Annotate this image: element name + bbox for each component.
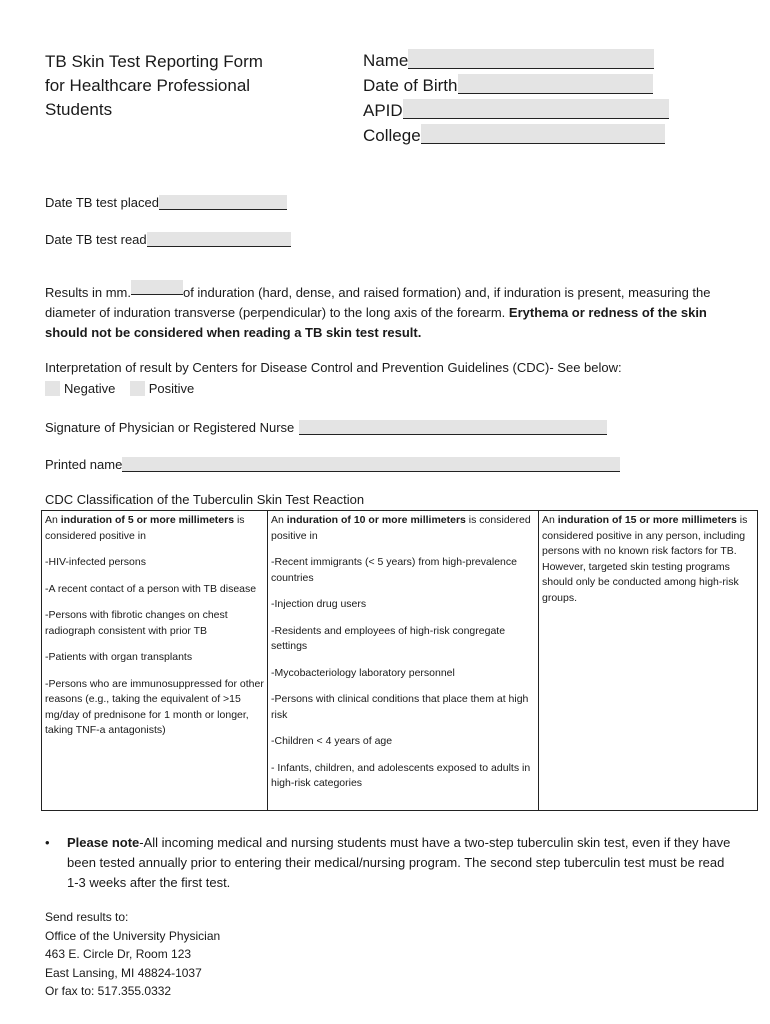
col2-intro-bold: induration of 10 or more millimeters — [286, 514, 466, 526]
interpretation-label: Interpretation of result by Centers for Disease Control and Prevention Guidelines (CDC)- See below: — [45, 360, 622, 375]
name-field[interactable] — [408, 49, 654, 69]
address-line: 463 E. Circle Dr, Room 123 — [45, 947, 192, 961]
address-line: East Lansing, MI 48824-1037 — [45, 965, 202, 980]
list-item: -Patients with organ transplants — [45, 651, 193, 663]
list-item: -Injection drug users — [271, 598, 367, 610]
signature-field[interactable] — [299, 420, 607, 435]
signature-label: Signature of Physician or Registered Nurse — [45, 420, 295, 435]
positive-label: Positive — [148, 381, 195, 396]
signature-row — [45, 420, 607, 435]
interpretation-options — [45, 379, 194, 399]
list-item: -A recent contact of a person with TB disease — [45, 582, 257, 595]
note-text: -All incoming medical and nursing students must have a two-step tuberculin skin test, even if they have been tested annually prior to entering their medical/nursing program. The second step tuberculin test must be read 1-3 weeks after the first test. — [67, 835, 731, 890]
list-item: -Children < 4 years of age — [271, 735, 393, 747]
col2-intro: An — [271, 514, 287, 526]
negative-label: Negative — [64, 381, 116, 396]
col3-intro-bold: induration of 15 or more millimeters — [557, 514, 737, 526]
bullet-icon: • — [45, 835, 50, 850]
cdc-column-10mm — [268, 511, 539, 811]
title-line: Students — [45, 100, 113, 119]
col1-intro: An — [45, 514, 61, 526]
date-read-row — [45, 232, 291, 247]
dob-label: Date of Birth — [363, 76, 458, 95]
dob-field[interactable] — [458, 74, 653, 94]
date-read-field[interactable] — [147, 232, 291, 247]
name-label: Name — [363, 51, 409, 70]
please-note — [45, 833, 735, 893]
college-label: College — [363, 126, 421, 145]
col3-intro-rest: is considered positive in any person, including persons with no known risk factors for TB. However, targeted skin testing programs should only be conducted among high-risk groups. — [542, 514, 748, 604]
date-read-label: Date TB test read — [45, 232, 147, 247]
college-field[interactable] — [421, 124, 665, 144]
cdc-column-5mm — [42, 511, 268, 811]
address-line: Office of the University Physician — [45, 928, 221, 943]
col3-intro: An — [542, 514, 558, 526]
address-line: Send results to: — [45, 910, 129, 924]
results-warning: Erythema or redness of the skin should not be considered when reading a TB skin test result. — [45, 305, 707, 340]
list-item: -Persons who are immunosuppressed for other reasons (e.g., taking the equivalent of >15 mg/day of prednisone for 1 month or longer, taking TNF-a antagonists) — [45, 677, 264, 736]
date-placed-label: Date TB test placed — [45, 195, 159, 210]
results-paragraph — [45, 280, 735, 343]
address-line: Or fax to: 517.355.0332 — [45, 984, 172, 998]
send-results-address — [45, 908, 220, 1001]
list-item: -Persons with fibrotic changes on chest radiograph consistent with prior TB — [45, 609, 228, 637]
col1-intro-bold: induration of 5 or more millimeters — [60, 514, 235, 526]
note-bold: Please note — [67, 835, 140, 850]
list-item: -HIV-infected persons — [45, 556, 146, 568]
apid-row — [363, 99, 669, 123]
printed-name-row — [45, 457, 620, 472]
date-placed-row — [45, 195, 287, 210]
apid-field[interactable] — [403, 99, 669, 119]
date-placed-field[interactable] — [159, 195, 287, 210]
list-item: - Infants, children, and adolescents exposed to adults in high-risk categories — [271, 761, 531, 789]
col1-intro-rest: is considered positive in — [45, 514, 245, 542]
title-line: for Healthcare Professional — [45, 76, 251, 95]
name-row — [363, 49, 654, 73]
cdc-title: CDC Classification of the Tuberculin Skin Test Reaction — [45, 492, 365, 507]
form-title — [45, 50, 345, 122]
title-line: TB Skin Test Reporting Form — [45, 52, 263, 71]
results-prefix: Results in mm. — [45, 285, 131, 300]
printed-name-label: Printed name — [45, 457, 123, 472]
list-item: -Residents and employees of high-risk congregate settings — [271, 624, 506, 652]
list-item: -Recent immigrants (< 5 years) from high-prevalence countries — [271, 556, 517, 584]
cdc-column-15mm — [539, 511, 758, 811]
negative-checkbox[interactable] — [45, 381, 60, 396]
list-item: -Mycobacteriology laboratory personnel — [271, 666, 455, 679]
printed-name-field[interactable] — [122, 457, 620, 472]
college-row — [363, 124, 665, 148]
results-mm-field[interactable] — [131, 280, 183, 295]
dob-row — [363, 74, 653, 98]
apid-label: APID — [363, 101, 403, 120]
positive-checkbox[interactable] — [130, 381, 145, 396]
results-text: of induration (hard, dense, and raised formation) and, if induration is present, measuring the diameter of induration transverse (perpendicular) to the long axis of the forearm. — [45, 285, 711, 320]
list-item: -Persons with clinical conditions that place them at high risk — [271, 693, 529, 721]
cdc-table — [41, 510, 758, 811]
col2-intro-rest: is considered positive in — [271, 514, 531, 542]
